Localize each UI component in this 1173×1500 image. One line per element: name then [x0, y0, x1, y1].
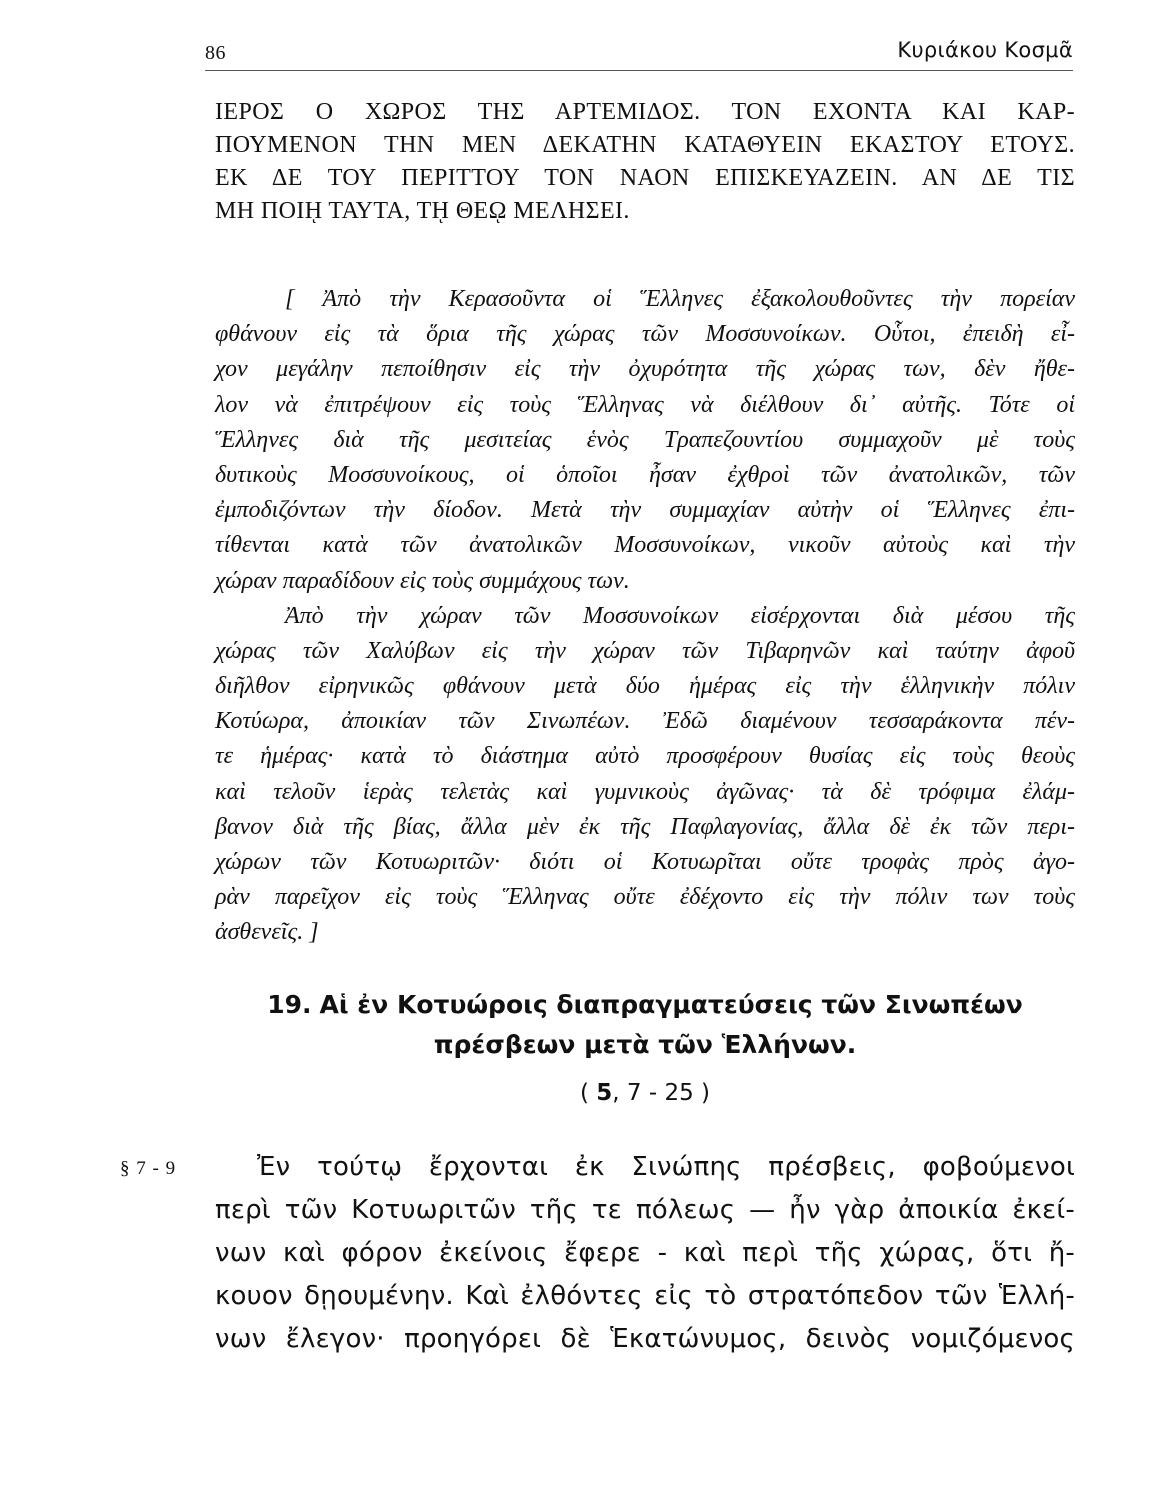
summary-line: Κοτύωρα, ἀποικίαν τῶν Σινωπέων. Ἐδῶ διαμένουν τεσσαράκοντα πέν-: [215, 708, 1075, 735]
summary-line: φθάνουν εἰς τὰ ὅρια τῆς χώρας τῶν Μοσσυνοίκων. Οὗτοι, ἐπειδὴ εἶ-: [215, 321, 1075, 348]
summary-line: χώρων τῶν Κοτυωριτῶν· διότι οἱ Κοτυωρῖται οὔτε τροφὰς πρὸς ἀγο-: [215, 849, 1075, 875]
summary-line: χώραν παραδίδουν εἰς τοὺς συμμάχους των.: [215, 567, 630, 594]
greek-text-line: νων καὶ φόρον ἐκείνοις ἔφερε - καὶ περὶ τῆς χώρας, ὅτι ἤ-: [215, 1238, 1075, 1268]
chapter-reference: [215, 1077, 1075, 1109]
greek-text-line: περὶ τῶν Κοτυωριτῶν τῆς τε πόλεως — ἦν γὰρ ἀποικία ἐκεί-: [215, 1195, 1075, 1225]
greek-text-line: κουον δῃουμένην. Καὶ ἐλθόντες εἰς τὸ στρατόπεδον τῶν Ἑλλή-: [215, 1281, 1075, 1311]
inscription-line: ΠΟΥΜΕΝΟΝ ΤΗΝ ΜΕΝ ΔΕΚΑΤΗΝ ΚΑΤΑΘΥΕΙΝ ΕΚΑΣΤΟΥ ΕΤΟΥΣ.: [215, 132, 1075, 158]
summary-line: τε ἡμέρας· κατὰ τὸ διάστημα αὐτὸ προσφέρουν θυσίας εἰς τοὺς θεοὺς: [215, 743, 1075, 770]
summary-line: [ Ἀπὸ τὴν Κερασοῦντα οἱ Ἕλληνες ἐξακολουθοῦντες τὴν πορείαν: [285, 286, 1075, 312]
italic-summary: [215, 282, 1075, 951]
page-number: 86: [205, 42, 226, 64]
chapter-title-part-2: πρέσβεων μετὰ τῶν Ἑλλήνων.: [433, 1030, 857, 1059]
chapter-title-part-1: Αἱ ἐν Κοτυώροις διαπραγματεύσεις τῶν Σινωπέων: [319, 990, 1023, 1019]
page-header: [205, 36, 1073, 70]
header-rule: [205, 70, 1073, 71]
chapter-heading-line-1: [215, 985, 1075, 1025]
summary-line: Ἕλληνες διὰ τῆς μεσιτείας ἑνὸς Τραπεζουντίου συμμαχοῦν μὲ τοὺς: [215, 426, 1075, 453]
summary-line: ρὰν παρεῖχον εἰς τοὺς Ἕλληνας οὔτε ἐδέχοντο εἰς τὴν πόλιν των τοὺς: [215, 884, 1075, 911]
summary-line: χον μεγάλην πεποίθησιν εἰς τὴν ὀχυρότητα τῆς χώρας των, δὲν ἤθε-: [215, 356, 1075, 383]
chapter-heading: [215, 985, 1075, 1065]
margin-section-ref: § 7 - 9: [120, 1158, 177, 1179]
reference-open: (: [579, 1080, 597, 1106]
chapter-number: 19.: [267, 990, 312, 1019]
greek-text-line: νων ἔλεγον· προηγόρει δὲ Ἑκατώνυμος, δεινὸς νομιζόμενος: [215, 1324, 1075, 1354]
summary-line: ἐμποδιζόντων τὴν δίοδον. Μετὰ τὴν συμμαχίαν αὐτὴν οἱ Ἕλληνες ἐπι-: [215, 497, 1075, 524]
inscription-line: ΜΗ ΠΟΙῌ ΤΑΥΤΑ, Τῌ ΘΕῼ ΜΕΛΗΣΕΙ.: [215, 198, 630, 224]
inscription-line: ΙΕΡΟΣ Ο ΧΩΡΟΣ ΤΗΣ ΑΡΤΕΜΙΔΟΣ. ΤΟΝ ΕΧΟΝΤΑ ΚΑΙ ΚΑΡ-: [215, 99, 1075, 125]
summary-line: χώρας τῶν Χαλύβων εἰς τὴν χώραν τῶν Τιβαρηνῶν καὶ ταύτην ἀφοῦ: [215, 637, 1075, 664]
summary-line: τίθενται κατὰ τῶν ἀνατολικῶν Μοσσυνοίκων, νικοῦν αὐτοὺς καὶ τὴν: [215, 532, 1075, 559]
summary-line: Ἀπὸ τὴν χώραν τῶν Μοσσυνοίκων εἰσέρχονται διὰ μέσου τῆς: [285, 602, 1075, 629]
reference-book: 5: [596, 1080, 613, 1106]
summary-line: καὶ τελοῦν ἱερὰς τελετὰς καὶ γυμνικοὺς ἀγῶνας· τὰ δὲ τρόφιμα ἐλάμ-: [215, 778, 1075, 805]
greek-text-line: Ἐν τούτῳ ἔρχονται ἐκ Σινώπης πρέσβεις, φοβούμενοι: [257, 1152, 1075, 1182]
summary-line: ἀσθενεῖς. ]: [215, 919, 319, 946]
reference-sections: , 7 - 25 ): [612, 1080, 711, 1106]
ancient-greek-text: [215, 1146, 1075, 1361]
inscription-line: ΕΚ ΔΕ ΤΟΥ ΠΕΡΙΤΤΟΥ ΤΟΝ ΝΑΟΝ ΕΠΙΣΚΕΥΑΖΕΙΝ. ΑΝ ΔΕ ΤΙΣ: [215, 165, 1075, 191]
summary-line: λον νὰ ἐπιτρέψουν εἰς τοὺς Ἕλληνας νὰ διέλθουν δι᾽ αὐτῆς. Τότε οἱ: [215, 391, 1075, 418]
summary-line: βανον διὰ τῆς βίας, ἄλλα μὲν ἐκ τῆς Παφλαγονίας, ἄλλα δὲ ἐκ τῶν περι-: [215, 813, 1075, 840]
running-head: Κυριάκου Κοσμᾶ: [897, 38, 1073, 62]
summary-line: δυτικοὺς Μοσσυνοίκους, οἱ ὁποῖοι ἦσαν ἐχθροὶ τῶν ἀνατολικῶν, τῶν: [215, 461, 1075, 488]
summary-line: διῆλθον εἰρηνικῶς φθάνουν μετὰ δύο ἡμέρας εἰς τὴν ἑλληνικὴν πόλιν: [215, 673, 1075, 700]
inscription-block: [215, 96, 1075, 228]
